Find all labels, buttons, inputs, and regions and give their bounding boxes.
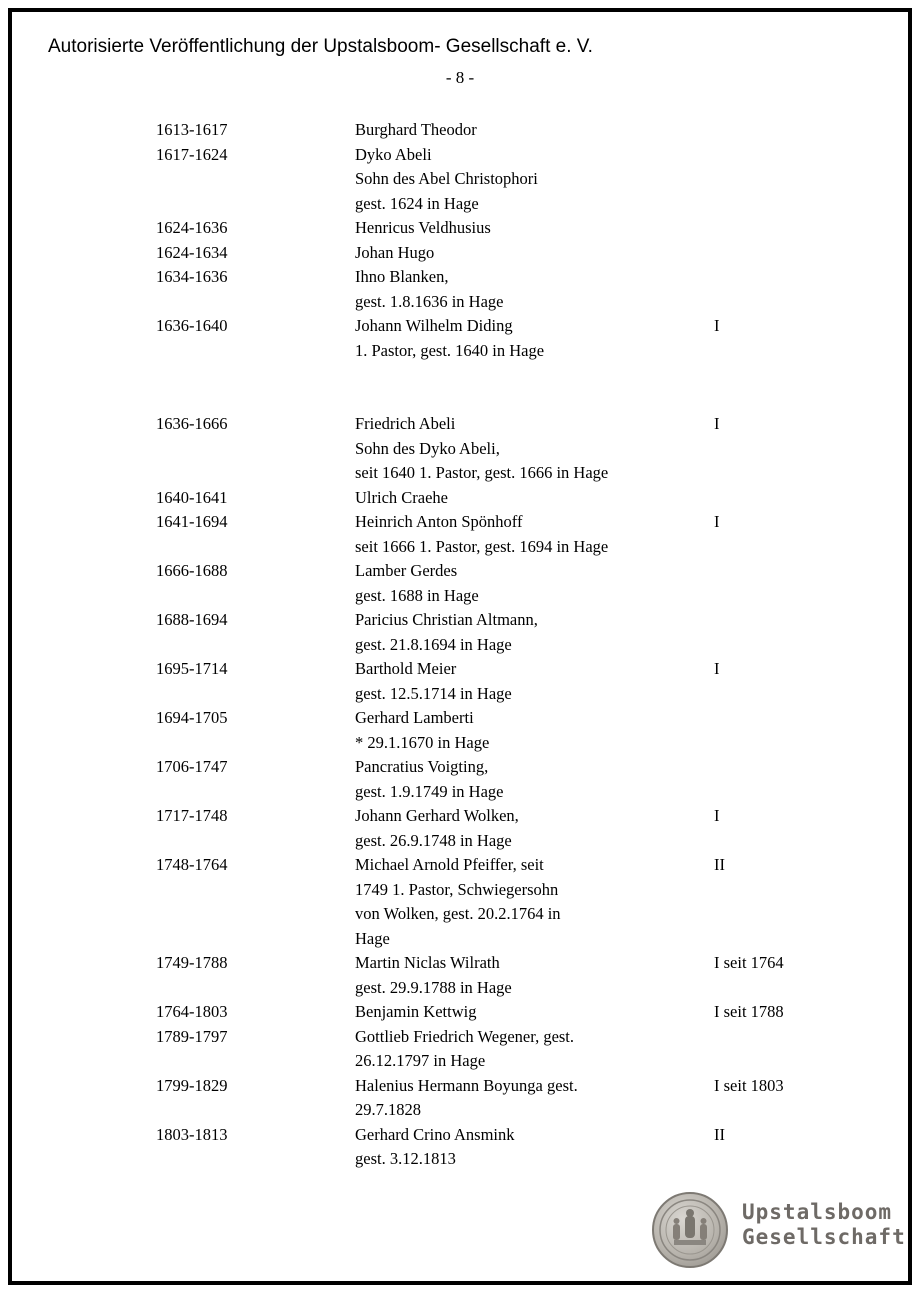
entry-detail-line: seit 1666 1. Pastor, gest. 1694 in Hage xyxy=(355,536,609,556)
entry-detail-line: gest. 1.8.1636 in Hage xyxy=(355,291,504,311)
entry-years: 1636-1666 xyxy=(156,414,228,433)
entry-name: Dyko Abeli xyxy=(355,144,432,164)
pastor-entry xyxy=(12,706,908,755)
entry-description xyxy=(355,1074,655,1123)
pastor-entry xyxy=(12,951,908,1000)
society-logo xyxy=(652,1192,906,1272)
pastor-entry xyxy=(12,118,908,143)
entry-years: 1617-1624 xyxy=(156,144,228,164)
entry-description xyxy=(355,118,655,143)
entry-detail-line: Sohn des Abel Christophori xyxy=(355,169,538,188)
entry-years: 1688-1694 xyxy=(156,610,228,629)
entry-name: Johann Gerhard Wolken, xyxy=(355,806,519,825)
pastor-entry xyxy=(12,216,908,241)
logo-text-line2: Gesellschaft xyxy=(742,1225,906,1249)
entry-description xyxy=(355,706,655,755)
entry-name: Gottlieb Friedrich Wegener, gest. xyxy=(355,1026,575,1046)
document-page xyxy=(8,8,912,1285)
entry-description xyxy=(355,608,655,657)
entry-years: 1666-1688 xyxy=(156,561,228,580)
pastor-entry xyxy=(12,510,908,559)
entry-name: Henricus Veldhusius xyxy=(355,218,491,237)
entry-detail-line: 1749 1. Pastor, Schwiegersohn xyxy=(355,879,559,899)
entry-description xyxy=(355,314,655,363)
pastor-list xyxy=(12,118,908,1172)
pastor-entry xyxy=(12,1000,908,1025)
pastor-entry xyxy=(12,559,908,608)
entry-detail-line: gest. 29.9.1788 in Hage xyxy=(355,977,512,997)
pastor-entry xyxy=(12,241,908,266)
entry-years: 1706-1747 xyxy=(156,757,228,776)
entry-detail-line: Hage xyxy=(355,928,390,948)
entry-years: 1634-1636 xyxy=(156,267,228,286)
entry-name: Halenius Hermann Boyunga gest. xyxy=(355,1075,578,1095)
entry-name: Michael Arnold Pfeiffer, seit xyxy=(355,855,544,874)
entry-detail-line: gest. 1688 in Hage xyxy=(355,585,479,605)
pastor-entry xyxy=(12,412,908,486)
entry-description xyxy=(355,951,655,1000)
entry-description xyxy=(355,486,655,511)
page-number: - 8 - xyxy=(445,68,475,87)
entry-description xyxy=(355,510,655,559)
entry-position-mark: I seit 1803 xyxy=(714,1075,784,1095)
entry-detail-line: 29.7.1828 xyxy=(355,1100,421,1119)
entry-name: Lamber Gerdes xyxy=(355,561,458,580)
pastor-entry xyxy=(12,755,908,804)
entry-description xyxy=(355,1025,655,1074)
entry-description xyxy=(355,241,655,266)
entry-description xyxy=(355,216,655,241)
logo-text-line1: Upstalsboom xyxy=(742,1200,893,1224)
entry-description xyxy=(355,804,655,853)
entry-position-mark: II xyxy=(714,1124,725,1144)
entry-name: Benjamin Kettwig xyxy=(355,1002,477,1021)
pastor-entry xyxy=(12,486,908,511)
entry-years: 1640-1641 xyxy=(156,487,228,507)
entry-position-mark: I seit 1764 xyxy=(714,953,784,972)
entry-years: 1717-1748 xyxy=(156,806,228,825)
logo-text xyxy=(742,1200,906,1250)
pastor-entry xyxy=(12,265,908,314)
pastor-entry xyxy=(12,853,908,951)
entry-description xyxy=(355,657,655,706)
entry-years: 1789-1797 xyxy=(156,1026,228,1046)
entry-description xyxy=(355,143,655,217)
entry-detail-line: 26.12.1797 in Hage xyxy=(355,1051,486,1070)
pastor-entry xyxy=(12,657,908,706)
entry-detail-line: 1. Pastor, gest. 1640 in Hage xyxy=(355,340,545,360)
entry-name: Gerhard Lamberti xyxy=(355,708,474,727)
entry-description xyxy=(355,265,655,314)
entry-years: 1624-1636 xyxy=(156,218,228,237)
entry-years: 1748-1764 xyxy=(156,855,228,874)
entry-name: Barthold Meier xyxy=(355,659,457,678)
entry-position-mark: I xyxy=(714,512,720,531)
entry-position-mark: I xyxy=(714,806,720,825)
entry-name: Ulrich Craehe xyxy=(355,487,448,507)
entry-description xyxy=(355,853,655,951)
entry-name: Johann Wilhelm Diding xyxy=(355,316,513,335)
entry-detail-line: gest. 26.9.1748 in Hage xyxy=(355,830,512,850)
entry-years: 1695-1714 xyxy=(156,659,228,678)
entry-name: Heinrich Anton Spönhoff xyxy=(355,512,523,531)
entry-name: Burghard Theodor xyxy=(355,120,477,139)
pastor-entry xyxy=(12,608,908,657)
entry-years: 1764-1803 xyxy=(156,1002,228,1021)
entry-position-mark: I xyxy=(714,316,720,335)
pastor-entry xyxy=(12,143,908,217)
entry-name: Johan Hugo xyxy=(355,242,435,262)
entry-detail-line: von Wolken, gest. 20.2.1764 in xyxy=(355,904,561,923)
entry-description xyxy=(355,1123,655,1172)
entry-years: 1641-1694 xyxy=(156,512,228,531)
entry-name: Martin Niclas Wilrath xyxy=(355,953,500,972)
pastor-entry xyxy=(12,1025,908,1074)
entry-position-mark: I seit 1788 xyxy=(714,1002,784,1021)
entry-years: 1799-1829 xyxy=(156,1075,228,1095)
entry-detail-line: gest. 1624 in Hage xyxy=(355,193,479,213)
entry-years: 1624-1634 xyxy=(156,242,228,262)
entry-detail-line: gest. 21.8.1694 in Hage xyxy=(355,634,512,654)
entry-description xyxy=(355,412,655,486)
entry-years: 1613-1617 xyxy=(156,120,228,139)
entry-name: Pancratius Voigting, xyxy=(355,757,489,776)
pastor-entry xyxy=(12,804,908,853)
entry-years: 1803-1813 xyxy=(156,1124,228,1144)
publication-header: Autorisierte Veröffentlichung der Upstalsboom- Gesellschaft e. V. xyxy=(48,36,593,57)
entry-description xyxy=(355,1000,655,1025)
entry-years: 1636-1640 xyxy=(156,316,228,335)
pastor-entry xyxy=(12,1074,908,1123)
entry-detail-line: seit 1640 1. Pastor, gest. 1666 in Hage xyxy=(355,463,609,482)
pastor-entry xyxy=(12,1123,908,1172)
entry-detail-line: gest. 1.9.1749 in Hage xyxy=(355,781,504,801)
entry-detail-line: gest. 3.12.1813 xyxy=(355,1149,456,1168)
entry-position-mark: I xyxy=(714,659,720,678)
entry-years: 1694-1705 xyxy=(156,708,228,727)
seal-emblem-icon xyxy=(652,1192,728,1268)
entry-years: 1749-1788 xyxy=(156,953,228,972)
entry-description xyxy=(355,559,655,608)
entry-position-mark: II xyxy=(714,855,725,874)
entry-name: Friedrich Abeli xyxy=(355,414,456,433)
entry-detail-line: * 29.1.1670 in Hage xyxy=(355,732,490,752)
entry-detail-line: Sohn des Dyko Abeli, xyxy=(355,438,500,458)
pastor-entry xyxy=(12,314,908,363)
entry-name: Gerhard Crino Ansmink xyxy=(355,1124,515,1144)
entry-detail-line: gest. 12.5.1714 in Hage xyxy=(355,683,512,703)
entry-description xyxy=(355,755,655,804)
entry-name: Paricius Christian Altmann, xyxy=(355,610,538,629)
entry-name: Ihno Blanken, xyxy=(355,267,449,286)
entry-position-mark: I xyxy=(714,414,720,433)
